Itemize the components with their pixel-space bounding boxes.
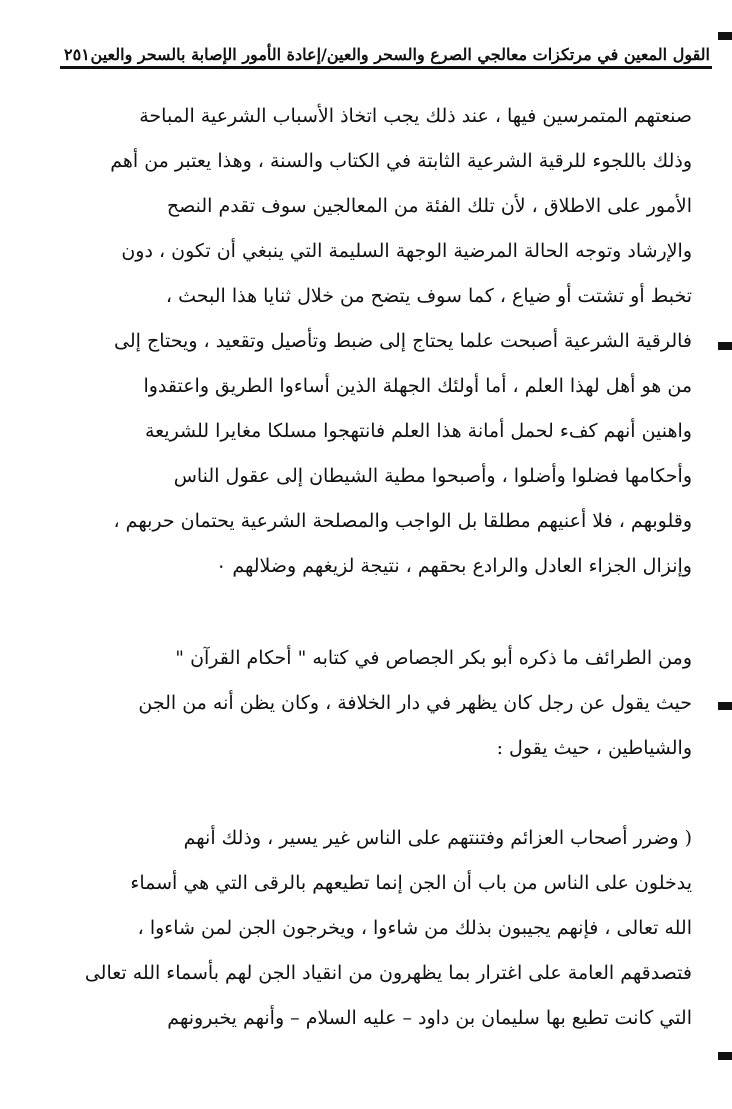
margin-tab-mark (718, 702, 732, 710)
text-line: الأمور على الاطلاق ، لأن تلك الفئة من المعالجين سوف تقدم النصح (166, 195, 692, 217)
paragraph-1 (72, 94, 692, 589)
text-line: ( وضرر أصحاب العزائم وفتنتهم على الناس غير يسير ، وذلك أنهم (183, 827, 692, 849)
text-line: وذلك باللجوء للرقية الشرعية الثابتة في الكتاب والسنة ، وهذا يعتبر من أهم (110, 150, 692, 172)
text-line: فتصدقهم العامة على اغترار بما يظهرون من انقياد الجن لهم بأسماء الله تعالى (84, 962, 692, 984)
margin-tab-mark (718, 1052, 732, 1060)
text-line: ومن الطرائف ما ذكره أبو بكر الجصاص في كتابه " أحكام القرآن " (175, 647, 692, 669)
paragraph-2 (72, 636, 692, 771)
text-line: تخبط أو تشتت أو ضياع ، كما سوف يتضح من خلال ثنايا هذا البحث ، (165, 285, 692, 307)
text-line: وأحكامها فضلوا وأضلوا ، وأصبحوا مطية الشيطان إلى عقول الناس (173, 465, 692, 487)
text-line: من هو أهل لهذا العلم ، أما أولئك الجهلة الذين أساءوا الطريق واعتقدوا (143, 375, 692, 397)
text-line: وقلوبهم ، فلا أعنيهم مطلقا بل الواجب والمصلحة الشرعية يحتمان حربهم ، (113, 510, 692, 532)
text-line: والإرشاد وتوجه الحالة المرضية الوجهة السليمة التي ينبغي أن تكون ، دون (121, 240, 692, 262)
text-line: التي كانت تطيع بها سليمان بن داود – عليه السلام – وأنهم يخبرونهم (167, 1007, 692, 1029)
text-line: حيث يقول عن رجل كان يظهر في دار الخلافة ، وكان يظن أنه من الجن (138, 692, 692, 714)
text-line: فالرقية الشرعية أصبحت علما يحتاج إلى ضبط وتأصيل وتقعيد ، ويحتاج إلى (114, 330, 692, 352)
text-line: الله تعالى ، فإنهم يجيبون بذلك من شاءوا ، ويخرجون الجن لمن شاءوا ، (137, 917, 692, 939)
text-line: يدخلون على الناس من باب أن الجن إنما تطيعهم بالرقى التي هي أسماء (130, 872, 692, 894)
text-line: صنعتهم المتمرسين فيها ، عند ذلك يجب اتخاذ الأسباب الشرعية المباحة (139, 105, 692, 127)
header-rule (60, 66, 712, 69)
margin-tab-mark (718, 32, 732, 40)
text-line: واهنين أنهم كفء لحمل أمانة هذا العلم فانتهجوا مسلكا مغايرا للشريعة (144, 420, 692, 442)
text-line: وإنزال الجزاء العادل والرادع بحقهم ، نتيجة لزيغهم وضلالهم ٠ (216, 555, 692, 577)
text-line: والشياطين ، حيث يقول : (496, 737, 692, 759)
running-header (60, 34, 710, 64)
page-number: ٢٥١ (64, 45, 90, 64)
margin-tab-mark (718, 342, 732, 350)
paragraph-3-quote (72, 816, 692, 1041)
header-title: القول المعين في مرتكزات معالجي الصرع والسحر والعين/إعادة الأمور الإصابة بالسحر والعين (90, 45, 710, 64)
